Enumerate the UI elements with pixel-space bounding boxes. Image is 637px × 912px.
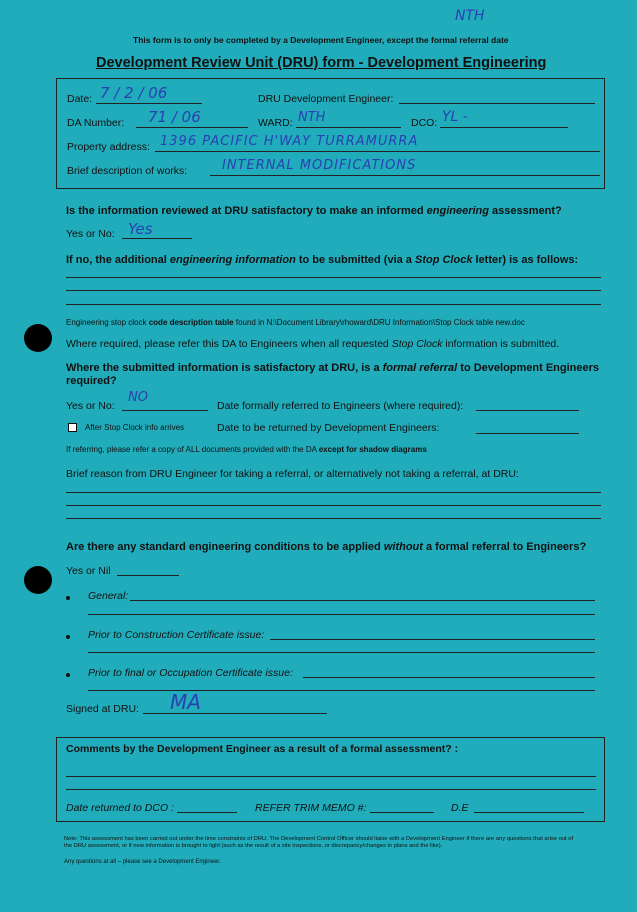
prior-cc-line-1[interactable] xyxy=(270,639,595,640)
stop-clock-path: found in N:\Document Library\rhoward\DRU Information\Stop Clock table new.doc xyxy=(233,318,525,327)
property-address-label: Property address: xyxy=(67,141,150,153)
questions-note: Any questions at all – please see a Development Engineer. xyxy=(64,859,221,865)
works-description-label: Brief description of works: xyxy=(67,165,188,177)
date-returned-engineers-label: Date to be returned by Development Engineers: xyxy=(217,422,440,434)
q1b-post: letter) is as follows: xyxy=(472,254,579,266)
date-value[interactable]: 7 / 2 / 06 xyxy=(100,84,168,102)
question-standard-conditions xyxy=(66,541,586,553)
date-formally-referred-field[interactable] xyxy=(476,410,579,411)
q1-text-pre: Is the information reviewed at DRU satisfactory to make an informed xyxy=(66,205,427,217)
dco-label: DCO: xyxy=(411,117,438,129)
de-field[interactable] xyxy=(474,812,584,813)
bullet-general xyxy=(66,596,70,600)
form-notice: This form is to only be completed by a Development Engineer, except the formal referral date xyxy=(133,35,509,45)
works-description-value[interactable]: INTERNAL MODIFICATIONS xyxy=(222,158,417,173)
refer-when-stop-clock-note xyxy=(66,338,559,350)
additional-info-question xyxy=(66,254,578,266)
copy-note-pre: If referring, please refer a copy of ALL documents provided with the DA xyxy=(66,445,319,454)
q3-post: a formal referral to Engineers? xyxy=(422,541,587,553)
q2-em: formal referral xyxy=(382,362,458,374)
prior-oc-line-2[interactable] xyxy=(88,690,595,691)
referral-reason-line-2[interactable] xyxy=(66,505,601,506)
q1-answer[interactable]: Yes xyxy=(128,220,153,238)
q2-answer[interactable]: NO xyxy=(128,390,148,405)
comments-line-2[interactable] xyxy=(66,789,596,790)
refer-note-post: information is submitted. xyxy=(442,338,560,350)
after-stop-clock-label: After Stop Clock info arrives xyxy=(85,423,185,432)
property-address-underline xyxy=(155,151,600,152)
date-underline xyxy=(96,103,202,104)
prior-occupation-certificate-label: Prior to final or Occupation Certificate issue: xyxy=(88,667,293,679)
general-line-1[interactable] xyxy=(130,600,595,601)
refer-note-pre: Where required, please refer this DA to Engineers when all requested xyxy=(66,338,392,350)
da-number-value[interactable]: 71 / 06 xyxy=(148,108,201,126)
ward-label: WARD: xyxy=(258,117,293,129)
dco-value[interactable]: YL - xyxy=(442,109,468,125)
additional-info-line-3[interactable] xyxy=(66,304,601,305)
q1b-pre: If no, the additional xyxy=(66,254,170,266)
q1-text-em: engineering xyxy=(426,205,489,217)
q1b-em2: Stop Clock xyxy=(414,254,473,266)
q1b-mid: to be submitted (via a xyxy=(295,254,415,266)
referral-reason-label: Brief reason from DRU Engineer for taking a referral, or alternatively not taking a referral, at DRU: xyxy=(66,468,519,480)
q1-answer-underline xyxy=(122,238,192,239)
bullet-prior-cc xyxy=(66,635,70,639)
date-returned-engineers-field[interactable] xyxy=(476,433,579,434)
refer-note-em: Stop Clock xyxy=(391,338,443,350)
refer-trim-memo-field[interactable] xyxy=(370,812,434,813)
yes-or-nil-field[interactable] xyxy=(117,575,179,576)
prior-oc-line-1[interactable] xyxy=(303,677,595,678)
date-label: Date: xyxy=(67,93,93,105)
q2-pre: Where the submitted information is satisfactory at DRU, is a xyxy=(66,362,383,374)
comments-label: Comments by the Development Engineer as a result of a formal assessment? : xyxy=(66,743,459,755)
dru-engineer-label: DRU Development Engineer: xyxy=(258,93,394,105)
question-formal-referral-line2: required? xyxy=(66,375,117,387)
prior-construction-certificate-label: Prior to Construction Certificate issue: xyxy=(88,629,265,641)
q2-answer-underline xyxy=(122,410,208,411)
q1-text-post: assessment? xyxy=(489,205,562,217)
question-formal-referral xyxy=(66,362,599,374)
comments-line-1[interactable] xyxy=(66,776,596,777)
da-number-label: DA Number: xyxy=(67,117,125,129)
copy-note-bold: except for shadow diagrams xyxy=(318,445,427,454)
bullet-prior-oc xyxy=(66,673,70,677)
date-formally-referred-label: Date formally referred to Engineers (where required): xyxy=(217,400,464,412)
question-info-satisfactory xyxy=(66,205,562,217)
q1b-em: engineering information xyxy=(169,254,296,266)
q3-em: without xyxy=(383,541,423,553)
binder-hole-2 xyxy=(24,566,52,594)
q2-post: to Development Engineers xyxy=(457,362,600,374)
ward-underline xyxy=(296,127,401,128)
additional-info-line-1[interactable] xyxy=(66,277,601,278)
general-line-2[interactable] xyxy=(88,614,595,615)
stop-clock-bold: code description table xyxy=(148,318,234,327)
property-address-value[interactable]: 1396 PACIFIC H'WAY TURRAMURRA xyxy=(160,134,419,149)
de-label: D.E xyxy=(451,802,469,814)
signed-at-dru-label: Signed at DRU: xyxy=(66,703,139,715)
date-returned-dco-label: Date returned to DCO : xyxy=(66,802,174,814)
da-number-underline xyxy=(136,127,248,128)
q1-yes-no-label: Yes or No: xyxy=(66,228,115,240)
dru-signature[interactable]: MA xyxy=(170,690,201,714)
form-title: Development Review Unit (DRU) form - Development Engineering xyxy=(96,55,547,71)
stop-clock-pre: Engineering stop clock xyxy=(66,318,149,327)
yes-or-nil-label: Yes or Nil xyxy=(66,565,111,577)
works-description-underline xyxy=(210,175,600,176)
assessment-note: Note: This assessment has been carried out under the time constraints of DRU. The Development Control Officer should liaise with a Development Engineer if there are any questions that arise out of the DRU assessment, or if new information is brought to light (such as the result of a site inspections, or discrepancy/changes in plans and the like). xyxy=(64,836,574,849)
prior-cc-line-2[interactable] xyxy=(88,652,595,653)
q2-yes-no-label: Yes or No: xyxy=(66,400,115,412)
refer-trim-memo-label: REFER TRIM MEMO #: xyxy=(255,802,367,814)
after-stop-clock-checkbox[interactable] xyxy=(68,423,77,432)
q3-pre: Are there any standard engineering conditions to be applied xyxy=(66,541,384,553)
binder-hole-1 xyxy=(24,324,52,352)
referral-reason-line-3[interactable] xyxy=(66,518,601,519)
top-handwritten-note: NTH xyxy=(455,8,485,24)
referral-reason-line-1[interactable] xyxy=(66,492,601,493)
copy-documents-note xyxy=(66,445,427,454)
dru-engineer-field[interactable] xyxy=(399,103,595,104)
signed-at-dru-field xyxy=(143,713,327,714)
stop-clock-reference xyxy=(66,318,525,327)
ward-value[interactable]: NTH xyxy=(298,110,326,125)
additional-info-line-2[interactable] xyxy=(66,290,601,291)
dco-underline xyxy=(440,127,568,128)
general-label: General: xyxy=(88,590,129,602)
date-returned-dco-field[interactable] xyxy=(177,812,237,813)
